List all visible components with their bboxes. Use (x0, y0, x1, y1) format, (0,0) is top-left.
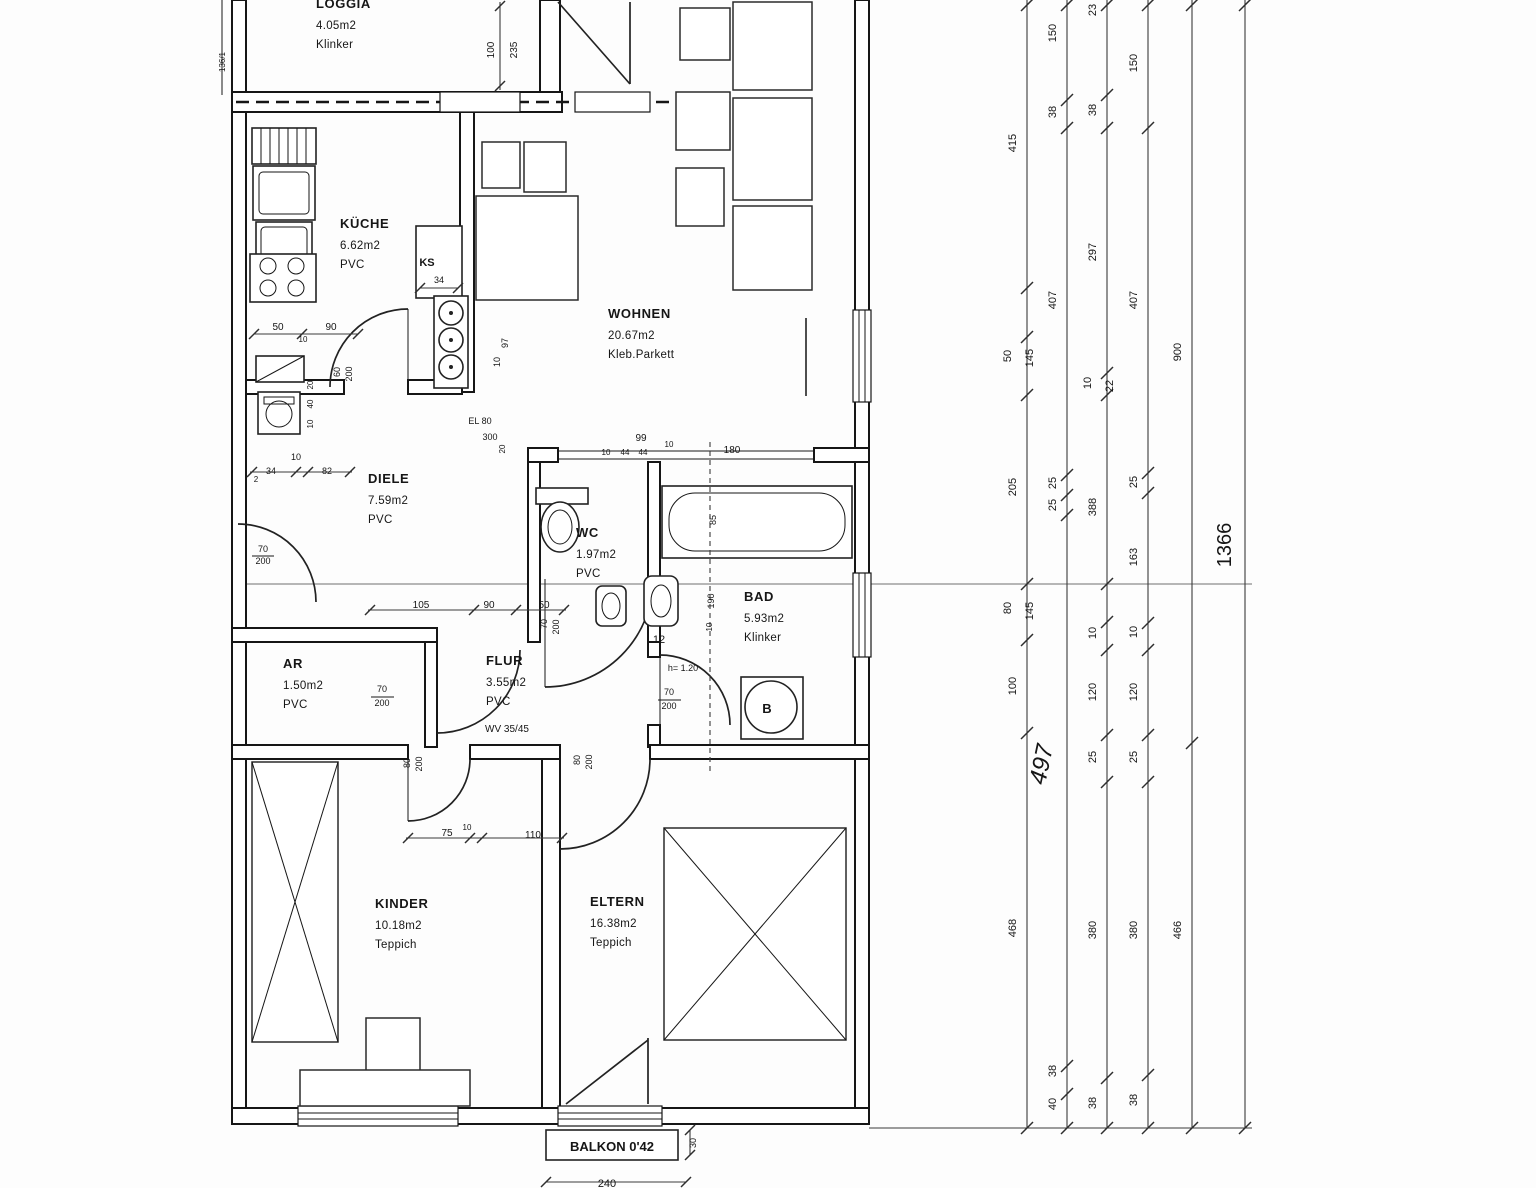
dimension-text: 50 (272, 322, 284, 333)
room-name-label: LOGGIA (316, 0, 371, 11)
chair (482, 142, 520, 188)
dim-column-value: 25 (1047, 498, 1059, 512)
room-floor-label: PVC (283, 699, 308, 711)
room-area-label: 5.93m2 (744, 613, 785, 625)
dimension-text: 44 (638, 448, 648, 457)
dimension-text: WV 35/45 (485, 724, 529, 735)
door-diele-west (238, 524, 316, 602)
dimension-text: 50 (538, 600, 550, 611)
dimension-text: 200 (584, 754, 594, 770)
armchair (676, 92, 730, 150)
dim-column-value: 80 (1002, 601, 1014, 615)
dim-column-value: 100 (1007, 676, 1019, 696)
room-name-label: WC (576, 525, 599, 540)
room-name-label: AR (283, 656, 303, 671)
door-eltern (560, 759, 650, 849)
wall-wohnen-south-b (814, 448, 869, 462)
dim-column-value: 163 (1128, 547, 1140, 567)
dim-column-value: 120 (1087, 682, 1099, 702)
room-area-label: 6.62m2 (340, 240, 381, 252)
sofa-element (733, 98, 812, 200)
dimension-text: 70 (663, 687, 675, 697)
sink-unit (252, 128, 316, 262)
side-table (676, 168, 724, 226)
dimension-text: 20 (498, 444, 507, 454)
dimension-text: h= 1.20 (667, 663, 699, 673)
dim-column-value: 380 (1087, 920, 1099, 940)
dim-column (1128, 0, 1154, 1134)
dimension-text: 70 (539, 618, 549, 630)
dim-column-value: 38 (1087, 1096, 1099, 1110)
dimension-annotations (218, 41, 1059, 1188)
dimension-text: 300 (482, 432, 498, 442)
bathtub (662, 486, 852, 558)
dim-column-value: 297 (1087, 242, 1099, 262)
sofa-element (733, 2, 812, 90)
dimension-text: 200 (661, 701, 677, 711)
entrance-door (558, 2, 630, 84)
dimension-text: 90 (325, 322, 337, 333)
dim-column (1214, 0, 1251, 1134)
dimension-text: 34 (433, 275, 445, 285)
room-area-label: 4.05m2 (316, 20, 357, 32)
dimension-text: 100 (486, 41, 497, 59)
dimension-text: 80 (572, 754, 582, 766)
wall-flur-south-b (470, 745, 560, 759)
entrance-jamb (540, 0, 560, 92)
dimension-text: 10 (664, 440, 674, 449)
dimension-text: 180 (723, 445, 741, 456)
dim-column-value: 468 (1007, 918, 1019, 938)
dim-column-value: 150 (1128, 53, 1140, 73)
wall-kinder-eltern (542, 759, 560, 1108)
dining-table (476, 196, 578, 300)
dim-column-value: 388 (1087, 497, 1099, 517)
dimension-text: 30 (688, 1137, 698, 1149)
wall-right (855, 0, 869, 1124)
dimension-text: KS (419, 257, 435, 269)
room-name-label: WOHNEN (608, 306, 671, 321)
side-table (680, 8, 730, 60)
room-floor-label: PVC (576, 568, 601, 580)
dimension-text: 10 (290, 452, 302, 462)
dimension-text: 82 (321, 466, 333, 476)
dim-column-value: 25 (1128, 750, 1140, 764)
window-kinder-south (298, 1106, 458, 1126)
dimension-text: 10 (462, 823, 472, 832)
dimension-text: 70 (257, 544, 269, 554)
room-area-label: 7.59m2 (368, 495, 409, 507)
dim-column (1082, 0, 1116, 1134)
dimension-text: 12 (652, 634, 666, 646)
dim-column-value: 38 (1087, 103, 1099, 117)
room-floor-label: PVC (368, 514, 393, 526)
room-name-label: BAD (744, 589, 774, 604)
room-floor-label: Klinker (316, 39, 354, 51)
dim-column-value: 466 (1172, 920, 1184, 940)
dim-column-value: 25 (1128, 475, 1140, 489)
dimension-text: 200 (255, 556, 271, 566)
nightstand (366, 1018, 420, 1072)
dishwasher (256, 356, 304, 382)
wohnen-furniture (476, 2, 812, 300)
dimension-columns (1002, 0, 1251, 1134)
dimension-text: 10 (306, 419, 315, 429)
dim-column-value: 10 (1082, 376, 1094, 390)
dim-column (1047, 0, 1073, 1134)
heater-coils (434, 296, 468, 388)
dim-column-value: 25 (1047, 476, 1059, 490)
room-name-label: FLUR (486, 653, 524, 668)
dim-column-value: 50 (1002, 349, 1014, 363)
room-name-label: DIELE (368, 471, 410, 486)
dim-column-value: 900 (1172, 342, 1184, 362)
room-area-label: 16.38m2 (590, 918, 637, 930)
dim-column-value: 380 (1128, 920, 1140, 940)
dim-column-value: 120 (1128, 682, 1140, 702)
dimension-text: 190 (706, 593, 716, 609)
dimension-text: 10 (705, 622, 714, 632)
room-floor-label: Teppich (590, 937, 632, 949)
dim-column-value: 38 (1047, 105, 1059, 119)
dimension-text: 240 (597, 1178, 617, 1188)
dimension-text: 200 (551, 619, 561, 635)
dimension-text: 90 (483, 600, 495, 611)
dimension-text: EL 80 (468, 416, 492, 426)
dimension-text: 2 (253, 475, 259, 484)
dimension-text: 80 (402, 757, 412, 769)
dim-column-value: 38 (1047, 1064, 1059, 1078)
dimension-text: 40 (306, 399, 315, 409)
dimension-text: 10 (601, 448, 611, 457)
dimension-text: 200 (414, 756, 424, 772)
door-balcony (566, 1038, 648, 1104)
room-floor-label: Klinker (744, 632, 782, 644)
dim-column (1172, 0, 1198, 1134)
wall-flur-south-c (650, 745, 869, 759)
wall-left (232, 0, 246, 1124)
room-floor-label: Kleb.Parkett (608, 349, 675, 361)
room-name-label: KÜCHE (340, 216, 390, 231)
dimension-text: B (762, 701, 772, 716)
dim-column-value: 25 (1087, 750, 1099, 764)
dimension-text: 85 (708, 514, 718, 526)
dim-column-value: 22 (1104, 379, 1116, 393)
dimension-text: 75 (441, 828, 453, 839)
room-name-label: ELTERN (590, 894, 645, 909)
dim-column-value: 38 (1128, 1093, 1140, 1107)
dim-column-value: 415 (1007, 133, 1019, 153)
dimension-text: 497 (1024, 742, 1060, 787)
bad-basin (644, 576, 678, 626)
wall-flur-south-a (232, 745, 408, 759)
bath-fixtures (644, 442, 852, 772)
dimension-text: 200 (374, 698, 390, 708)
dim-column-value: 10 (1128, 625, 1140, 639)
room-floor-label: Teppich (375, 939, 417, 951)
room-floor-label: PVC (340, 259, 365, 271)
dim-column-value: 1366 (1214, 522, 1236, 568)
room-area-label: 10.18m2 (375, 920, 422, 932)
eltern-furniture (664, 828, 846, 1040)
room-area-label: 3.55m2 (486, 677, 527, 689)
dim-column-value: 150 (1047, 23, 1059, 43)
dim-column-value: 407 (1047, 290, 1059, 310)
dimension-text: 136/1 (218, 51, 227, 73)
cooktop (250, 254, 316, 302)
bed-kinder (300, 1070, 470, 1106)
dimension-text: 34 (265, 466, 277, 476)
dimension-text: BALKON 0'42 (570, 1139, 654, 1154)
dim-column (1002, 0, 1036, 1134)
room-name-label: KINDER (375, 896, 429, 911)
dim-column-value: 407 (1128, 290, 1140, 310)
boiler (741, 677, 803, 739)
room-area-label: 1.97m2 (576, 549, 617, 561)
wall-ar-east (425, 642, 437, 747)
dimension-text: 200 (344, 366, 354, 382)
room-floor-label: PVC (486, 696, 511, 708)
sofa-element (733, 206, 812, 290)
dimension-text: 60 (332, 366, 342, 378)
dim-column-value: 145 (1024, 348, 1036, 368)
dimension-text: 44 (620, 448, 630, 457)
balcony (541, 1125, 695, 1187)
dimension-text: 235 (509, 41, 520, 59)
wall-wohnen-south-a (528, 448, 558, 462)
window-wohnen-east (806, 310, 871, 402)
dimension-text: 99 (635, 433, 647, 444)
dim-column-value: 40 (1047, 1097, 1059, 1111)
dim-column-value: 205 (1007, 477, 1019, 497)
dim-column-value: 10 (1087, 626, 1099, 640)
dimension-text: 10 (492, 356, 502, 368)
wall-diele-south (232, 628, 437, 642)
wall-bad-west-b (648, 725, 660, 747)
chair (524, 142, 566, 192)
room-area-label: 20.67m2 (608, 330, 655, 342)
washing-machine (258, 392, 300, 434)
dimension-text: 10 (298, 335, 308, 344)
dim-column-value: 145 (1024, 601, 1036, 621)
room-area-label: 1.50m2 (283, 680, 324, 692)
dimension-text: 97 (500, 337, 510, 349)
dim-column-value: 23 (1087, 3, 1099, 17)
dimension-text: 105 (412, 600, 430, 611)
wc-basin (596, 586, 626, 626)
window-eltern-south (558, 1106, 662, 1126)
window-bad-east (853, 573, 871, 657)
dimension-text: 70 (376, 684, 388, 694)
dimension-text: 20 (306, 380, 315, 390)
dimension-text: 110 (525, 830, 541, 841)
